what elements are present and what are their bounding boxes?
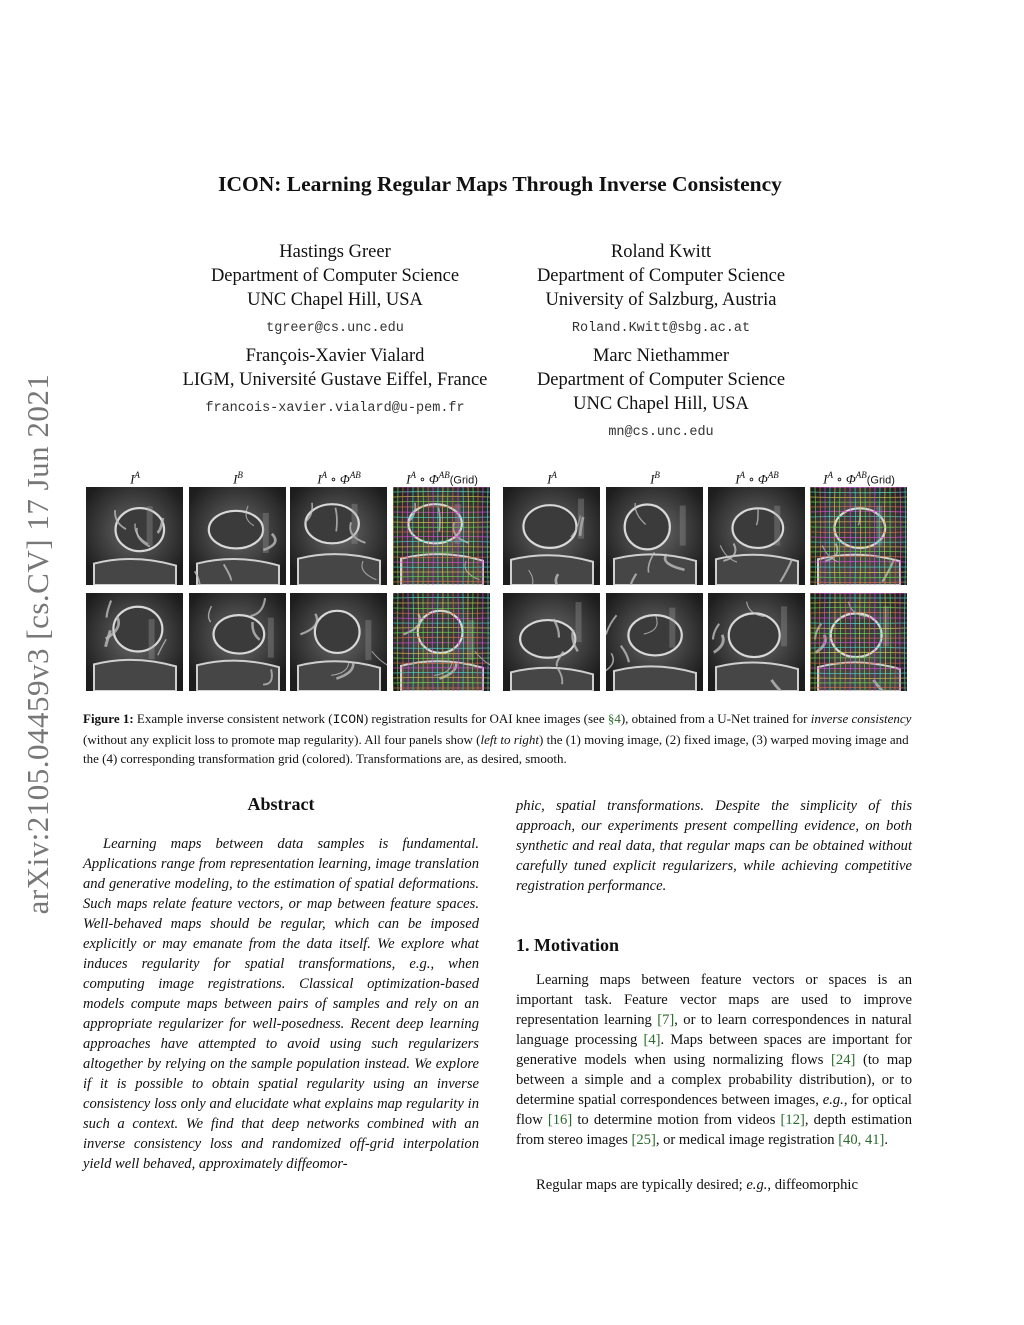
author-dept: Department of Computer Science <box>536 370 786 390</box>
caption-text: ) the (1) moving image, (2) fixed image, (3) warped moving image and the (4) corresponding transformation grid (colored). Transformations are, as desired, smooth. <box>83 731 909 766</box>
arxiv-identifier: arXiv:2105.04459v3 [cs.CV] 17 Jun 2021 <box>20 373 55 915</box>
motivation-paragraph-2 <box>516 1175 912 1195</box>
citation-link[interactable]: [25] <box>631 1132 656 1148</box>
paragraph-text: Regular maps are typically desired; <box>536 1177 747 1193</box>
author-inst: University of Salzburg, Austria <box>545 290 777 310</box>
author-block-3 <box>145 344 525 421</box>
author-name: Hastings Greer <box>279 242 391 262</box>
author-inst: UNC Chapel Hill, USA <box>573 394 749 414</box>
section-heading: 1. Motivation <box>516 935 619 955</box>
citation-link[interactable]: [16] <box>547 1112 573 1128</box>
column-label: $I^A$ ∘ $\Phi^{AB}$ <box>317 470 361 487</box>
abstract-text: Learning maps between data samples is fundamental. Applications range from representation learning, image translation and generative modeling, to the estimation of spatial deformations. Such maps relate feature vectors, or map between feature spaces. Well-behaved maps should be regular, which can be imposed explicitly or may emanate from the data itself. We explore what induces regularity for spatial transformations, e.g., when computing image registrations. Classical optimization-based models compute maps between pairs of samples and rely on an appropriate regularizer for well-posedness. Recent deep learning approaches have attempted to avoid using such regularizers altogether by relying on the sample population instead. We explore if it is possible to obtain spatial regularity using an inverse consistency loss only and elucidate what explains map regularity in such a context. We find that deep networks combined with an inverse consistency loss and randomized off-grid interpolation yield well behaved, approximately diffeomor- <box>83 836 479 1172</box>
author-dept: LIGM, Université Gustave Eiffel, France <box>182 370 488 390</box>
warped-image <box>290 593 387 691</box>
caption-emphasis: left to right <box>480 731 540 747</box>
author-email[interactable]: mn@cs.unc.edu <box>608 425 714 440</box>
author-block-1 <box>145 240 525 341</box>
column-label: $I^A$ ∘ $\Phi^{AB}(Grid)$ <box>823 470 895 487</box>
transform-grid-image <box>393 593 490 691</box>
author-name: Marc Niethammer <box>592 346 730 366</box>
column-label: $I^A$ ∘ $\Phi^{AB}$ <box>735 470 779 487</box>
column-label: $I^A$ <box>547 470 557 487</box>
abstract-heading: Abstract <box>247 794 315 814</box>
author-name: Roland Kwitt <box>610 242 712 262</box>
figure-label: Figure 1: <box>83 711 134 726</box>
figure-caption <box>83 709 917 769</box>
author-block-2 <box>471 240 851 341</box>
citation-link[interactable]: [7] <box>657 1012 675 1028</box>
author-email[interactable]: tgreer@cs.unc.edu <box>266 321 404 336</box>
caption-text: ) registration results for OAI knee images (see <box>363 711 608 726</box>
paragraph-text: . Maps between spaces are important for generative models when using normalizing flows <box>516 1032 912 1068</box>
fixed-image <box>189 593 286 691</box>
abstract-continuation: phic, spatial transformations. Despite the simplicity of this approach, our experiments present compelling evidence, on both synthetic and real data, that regular maps can be obtained without carefully tuned explicit regularizers, while achieving competitive registration performance. <box>516 798 912 894</box>
paragraph-text: , or to learn correspondences in natural language processing <box>516 1012 912 1048</box>
author-dept: Department of Computer Science <box>210 266 460 286</box>
transform-grid-image <box>810 487 907 585</box>
citation-link[interactable]: [12] <box>780 1112 805 1128</box>
transform-grid-image <box>393 487 490 585</box>
emphasis-text: e.g. <box>746 1177 768 1193</box>
moving-image <box>86 593 183 691</box>
paragraph-text: , depth estimation from stereo images <box>516 1112 912 1148</box>
warped-image <box>708 487 805 585</box>
author-email[interactable]: francois-xavier.vialard@u-pem.fr <box>205 401 465 416</box>
citation-link[interactable]: [24] <box>831 1052 856 1068</box>
caption-text: ), obtained from a U-Net trained for <box>620 711 811 726</box>
fixed-image <box>189 487 286 585</box>
moving-image <box>503 487 600 585</box>
paragraph-text: , or medical image registration <box>655 1132 839 1148</box>
paragraph-text: , diffeomorphic <box>767 1177 858 1193</box>
caption-code: ICON <box>332 712 364 727</box>
column-label: $I^A$ <box>130 470 140 487</box>
column-label: $I^B$ <box>233 470 243 487</box>
emphasis-text: e.g. <box>822 1092 844 1108</box>
citation-link[interactable]: [4] <box>643 1032 661 1048</box>
paper-title: ICON: Learning Regular Maps Through Inverse Consistency <box>218 172 782 196</box>
fixed-image <box>606 593 703 691</box>
warped-image <box>290 487 387 585</box>
author-name: François-Xavier Vialard <box>245 346 425 366</box>
citation-link[interactable]: [40, 41] <box>838 1132 885 1148</box>
author-block-4 <box>471 344 851 445</box>
author-dept: Department of Computer Science <box>536 266 786 286</box>
section-ref-link[interactable]: §4 <box>607 711 621 726</box>
warped-image <box>708 593 805 691</box>
column-label: $I^B$ <box>650 470 660 487</box>
motivation-paragraph-1 <box>516 970 912 1150</box>
fixed-image <box>606 487 703 585</box>
column-label: $I^A$ ∘ $\Phi^{AB}(Grid)$ <box>406 470 478 487</box>
caption-text: Example inverse consistent network ( <box>133 711 333 726</box>
transform-grid-image <box>810 593 907 691</box>
author-inst: UNC Chapel Hill, USA <box>247 290 423 310</box>
author-email[interactable]: Roland.Kwitt@sbg.ac.at <box>571 321 751 336</box>
paragraph-text: Learning maps between feature vectors or spaces is an important task. Feature vector maps are used to improve representation learning <box>516 972 912 1028</box>
moving-image <box>86 487 183 585</box>
paragraph-text: (to map between a simple and a complex probability distribution), or to determine spatial correspondences between images, <box>516 1052 913 1108</box>
caption-text: (without any explicit loss to promote map regularity). All four panels show ( <box>83 731 481 747</box>
moving-image <box>503 593 600 691</box>
paragraph-text: to determine motion from videos <box>572 1112 781 1128</box>
caption-emphasis: inverse consistency <box>810 711 912 726</box>
paragraph-text: . <box>884 1132 889 1148</box>
paragraph-text: , for optical flow <box>516 1092 912 1128</box>
